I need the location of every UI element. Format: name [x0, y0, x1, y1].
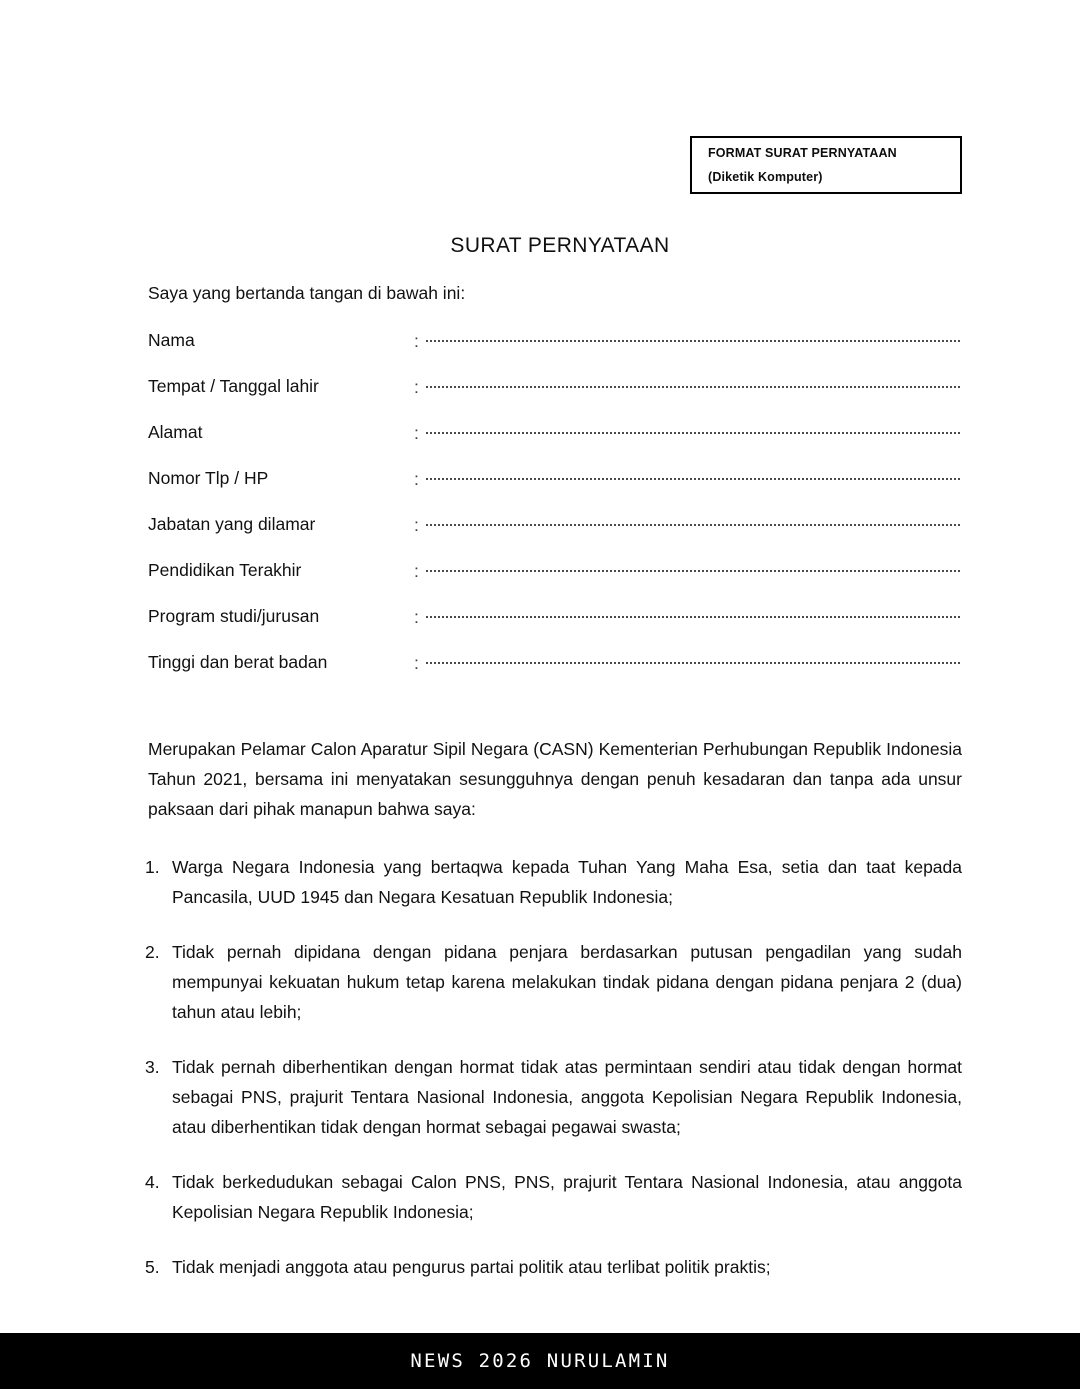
field-separator: : — [414, 515, 419, 535]
declaration-paragraph: Merupakan Pelamar Calon Aparatur Sipil Negara (CASN) Kementerian Perhubungan Republik Indonesia Tahun 2021, bersama ini menyatakan sesungguhnya dengan penuh kesadaran dan tanpa ada unsur paksaan dari pihak manapun bahwa saya: — [148, 739, 962, 819]
field-separator: : — [414, 653, 419, 673]
field-label: Program studi/jurusan — [148, 606, 320, 626]
declaration-clause-list — [145, 852, 962, 1282]
field-row-pendidikan-terakhir — [148, 560, 960, 606]
field-label: Pendidikan Terakhir — [148, 560, 302, 580]
field-separator: : — [414, 561, 419, 581]
field-label: Tinggi dan berat badan — [148, 652, 328, 672]
footer-watermark-bar — [0, 1333, 1080, 1389]
clause-number: 2. — [145, 942, 160, 962]
field-dotted-line[interactable] — [426, 570, 960, 572]
page-title: SURAT PERNYATAAN — [450, 234, 670, 257]
field-row-tempat-tanggal-lahir — [148, 376, 960, 422]
field-dotted-line[interactable] — [426, 432, 960, 434]
clause-text: Tidak berkedudukan sebagai Calon PNS, PNS, prajurit Tentara Nasional Indonesia, atau anggota Kepolisian Negara Republik Indonesia; — [172, 1172, 962, 1222]
clause-item — [145, 1052, 962, 1142]
clause-number: 5. — [145, 1257, 160, 1277]
field-dotted-line[interactable] — [426, 340, 960, 342]
clause-item — [145, 1252, 962, 1282]
field-row-alamat — [148, 422, 960, 468]
field-label: Alamat — [148, 422, 203, 442]
field-label: Nama — [148, 330, 195, 350]
field-dotted-line[interactable] — [426, 616, 960, 618]
field-row-nomor-tlp-hp — [148, 468, 960, 514]
clause-number: 4. — [145, 1172, 160, 1192]
field-row-program-studi-jurusan — [148, 606, 960, 652]
field-separator: : — [414, 469, 419, 489]
field-dotted-line[interactable] — [426, 524, 960, 526]
intro-statement: Saya yang bertanda tangan di bawah ini: — [148, 283, 466, 303]
field-row-tinggi-dan-berat-badan — [148, 652, 960, 698]
field-separator: : — [414, 377, 419, 397]
field-separator: : — [414, 423, 419, 443]
footer-watermark-text: NEWS 2026 NURULAMIN — [410, 1350, 670, 1372]
field-dotted-line[interactable] — [426, 478, 960, 480]
clause-text: Tidak menjadi anggota atau pengurus partai politik atau terlibat politik praktis; — [172, 1257, 771, 1277]
format-stamp-box — [690, 136, 962, 194]
clause-item — [145, 937, 962, 1027]
clause-number: 1. — [145, 857, 160, 877]
field-label: Jabatan yang dilamar — [148, 514, 316, 534]
clause-text: Warga Negara Indonesia yang bertaqwa kepada Tuhan Yang Maha Esa, setia dan taat kepada Pancasila, UUD 1945 dan Negara Kesatuan Republik Indonesia; — [172, 857, 962, 907]
field-separator: : — [414, 607, 419, 627]
field-label: Nomor Tlp / HP — [148, 468, 269, 488]
clause-item — [145, 852, 962, 912]
clause-number: 3. — [145, 1057, 160, 1077]
field-row-nama — [148, 330, 960, 376]
field-dotted-line[interactable] — [426, 662, 960, 664]
clause-text: Tidak pernah diberhentikan dengan hormat tidak atas permintaan sendiri atau tidak dengan hormat sebagai PNS, prajurit Tentara Nasional Indonesia, anggota Kepolisian Negara Republik Indonesia, atau diberhentikan tidak dengan hormat sebagai pegawai swasta; — [172, 1057, 962, 1137]
field-separator: : — [414, 331, 419, 351]
clause-item — [145, 1167, 962, 1227]
field-dotted-line[interactable] — [426, 386, 960, 388]
field-row-jabatan-yang-dilamar — [148, 514, 960, 560]
field-label: Tempat / Tanggal lahir — [148, 376, 319, 396]
format-stamp-subtitle: (Diketik Komputer) — [708, 169, 823, 184]
clause-text: Tidak pernah dipidana dengan pidana penjara berdasarkan putusan pengadilan yang sudah mempunyai kekuatan hukum tetap karena melakukan tindak pidana dengan pidana penjara 2 (dua) tahun atau lebih; — [172, 942, 962, 1022]
format-stamp-title: FORMAT SURAT PERNYATAAN — [708, 146, 897, 160]
applicant-fields-list — [148, 330, 960, 698]
